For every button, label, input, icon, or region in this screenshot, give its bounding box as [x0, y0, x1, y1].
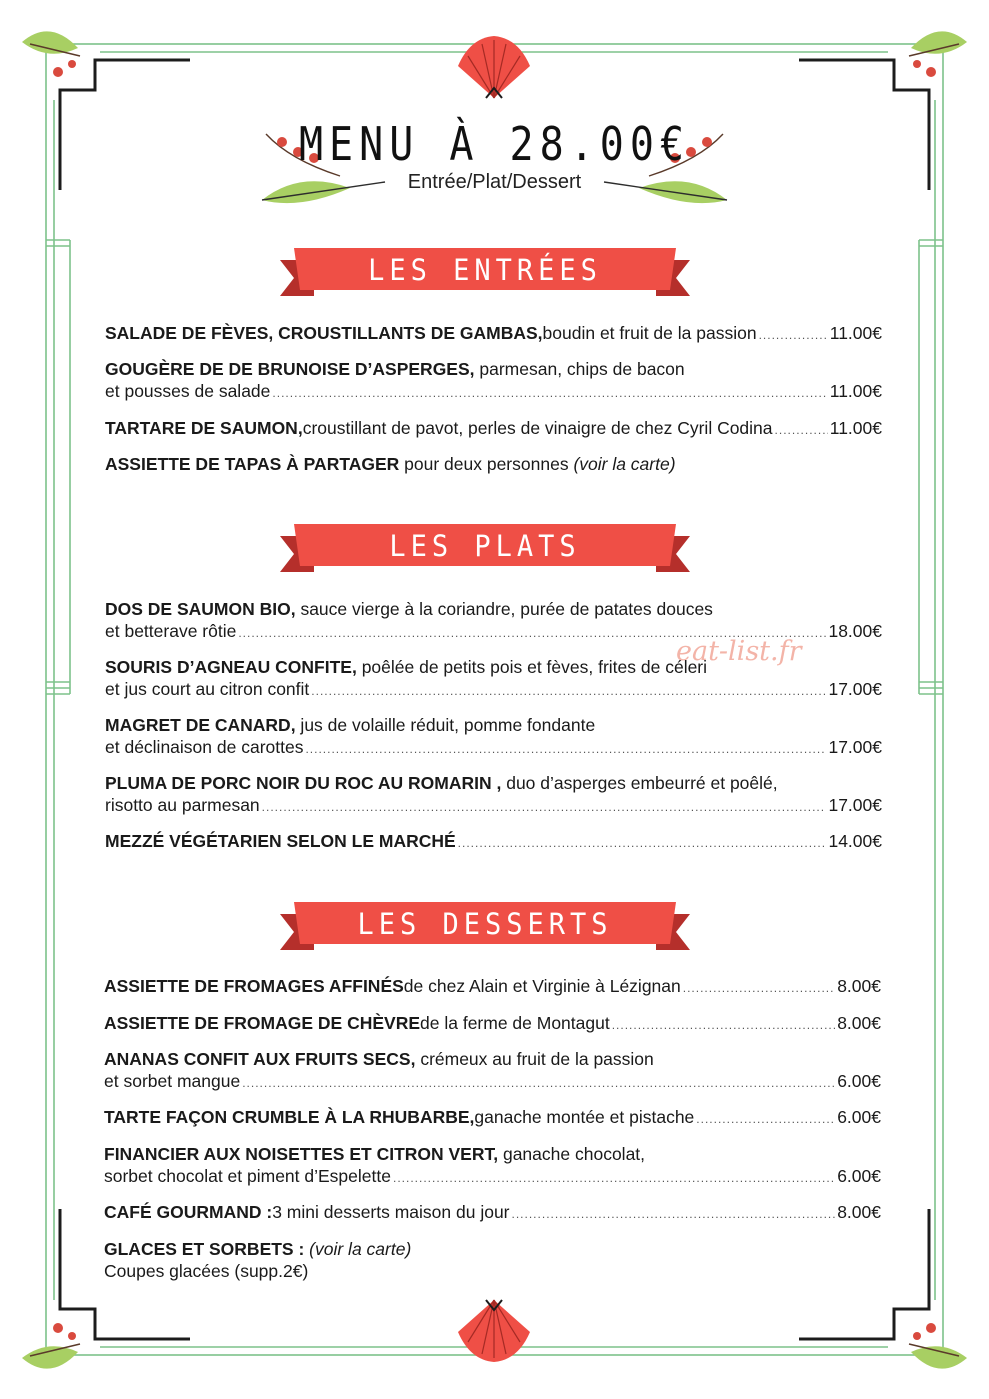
section-heading: LES PLATS — [389, 528, 581, 564]
section-ribbon-desserts — [280, 900, 690, 960]
item-price: 8.00€ — [837, 1202, 881, 1222]
menu-item: ASSIETTE DE TAPAS À PARTAGER pour deux personnes (voir la carte) — [105, 454, 676, 474]
item-price: 17.00€ — [828, 795, 882, 815]
menu-title: MENU À 28.00€ — [298, 118, 691, 172]
menu-item: DOS DE SAUMON BIO, sauce vierge à la coriandre, purée de patates douces et betterave rôtie ..... 18.00€ — [105, 598, 882, 644]
section-heading: LES DESSERTS — [357, 906, 613, 942]
menu-item: ASSIETTE DE FROMAGES AFFINÉS de chez Alain et Virginie à Lézignan ..... 8.00€ — [104, 975, 881, 999]
section-ribbon-plats — [280, 522, 690, 582]
menu-item: TARTARE DE SAUMON, croustillant de pavot, perles de vinaigre de chez Cyril Codina ..... 11.00€ — [105, 417, 882, 441]
corner-sprig-top-right-icon — [909, 31, 967, 77]
menu-item: MEZZÉ VÉGÉTARIEN SELON LE MARCHÉ ..... 14.00€ — [105, 830, 882, 854]
menu-item: TARTE FAÇON CRUMBLE À LA RHUBARBE, ganache montée et pistache ..... 6.00€ — [104, 1106, 881, 1130]
menu-item: ASSIETTE DE FROMAGE DE CHÈVRE de la ferme de Montagut ..... 8.00€ — [104, 1012, 881, 1036]
fan-flower-top-icon — [458, 36, 530, 98]
menu-subtitle: Entrée/Plat/Dessert — [407, 171, 582, 193]
item-price: 11.00€ — [829, 323, 882, 343]
item-price: 11.00€ — [829, 381, 882, 401]
item-price: 6.00€ — [837, 1166, 881, 1186]
item-price: 17.00€ — [828, 679, 882, 699]
watermark: eat-list.fr — [676, 636, 802, 667]
menu-item: SALADE DE FÈVES, CROUSTILLANTS DE GAMBAS, boudin et fruit de la passion ..... 11.00€ — [105, 322, 882, 346]
corner-sprig-top-left-icon — [22, 31, 80, 77]
item-price: 8.00€ — [837, 976, 881, 996]
item-price: 6.00€ — [837, 1071, 881, 1091]
corner-sprig-bottom-right-icon — [909, 1323, 967, 1369]
menu-item: GOUGÈRE DE DE BRUNOISE D’ASPERGES, parmesan, chips de bacon et pousses de salade ..... 11.00€ — [105, 358, 882, 404]
menu-item: SOURIS D’AGNEAU CONFITE, poêlée de petits pois et fèves, frites de céleri et jus court au citron confit ..... 17.00€ — [105, 656, 882, 702]
menu-item: FINANCIER AUX NOISETTES ET CITRON VERT, ganache chocolat, sorbet chocolat et piment d’Espelette ..... 6.00€ — [104, 1143, 881, 1189]
menu-item: CAFÉ GOURMAND : 3 mini desserts maison du jour ..... 8.00€ — [104, 1201, 881, 1225]
item-price: 18.00€ — [828, 621, 882, 641]
fan-flower-bottom-icon — [458, 1300, 530, 1362]
menu-item: PLUMA DE PORC NOIR DU ROC AU ROMARIN , duo d’asperges embeurré et poêlé, risotto au parmesan ..... 17.00€ — [105, 772, 882, 818]
section-ribbon-entrees — [280, 246, 690, 306]
menu-item: ANANAS CONFIT AUX FRUITS SECS, crémeux au fruit de la passion et sorbet mangue ..... 6.00€ — [104, 1048, 881, 1094]
menu-item: MAGRET DE CANARD, jus de volaille réduit, pomme fondante et déclinaison de carottes ..... 17.00€ — [105, 714, 882, 760]
item-price: 17.00€ — [828, 737, 882, 757]
item-price: 14.00€ — [828, 831, 882, 851]
item-price: 8.00€ — [837, 1013, 881, 1033]
item-price: 11.00€ — [829, 418, 882, 438]
menu-item: GLACES ET SORBETS : (voir la carte) Coupes glacées (supp.2€) — [104, 1239, 412, 1281]
section-heading: LES ENTRÉES — [368, 252, 602, 288]
corner-sprig-bottom-left-icon — [22, 1323, 80, 1369]
item-price: 6.00€ — [837, 1107, 881, 1127]
